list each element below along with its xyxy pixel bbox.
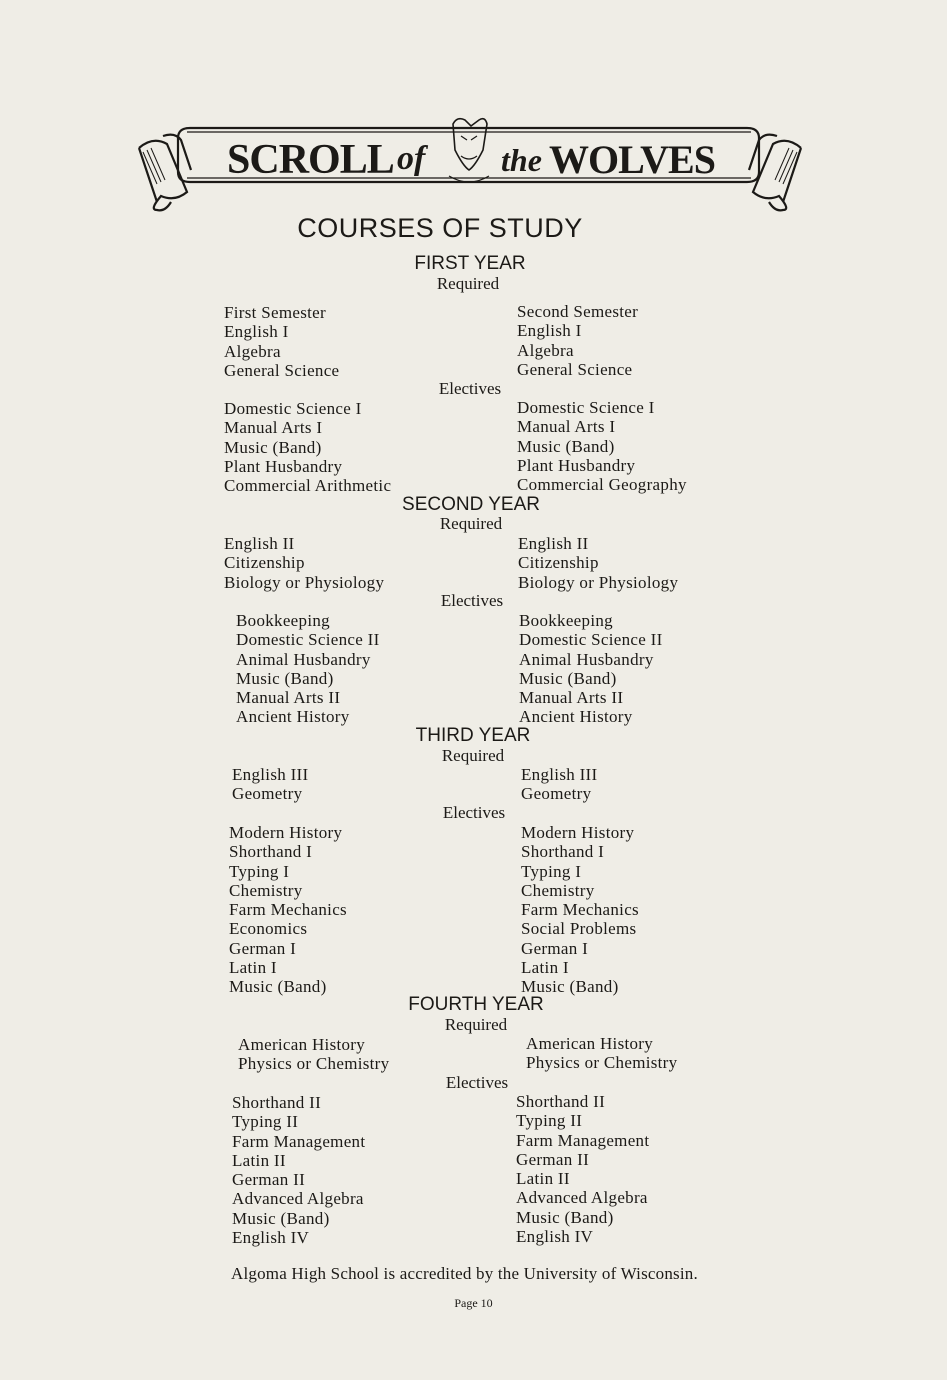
course-item: Ancient History xyxy=(236,707,350,727)
course-item: Typing I xyxy=(229,861,290,881)
page-number: Page 10 xyxy=(454,1296,493,1310)
third-year-required-label: Required xyxy=(441,746,505,765)
course-item: English IV xyxy=(232,1228,310,1248)
first-year-electives-left xyxy=(224,399,391,495)
course-item: Geometry xyxy=(521,784,592,804)
course-item: English II xyxy=(224,534,295,553)
third-year-electives-right xyxy=(521,823,639,997)
course-item: Plant Husbandry xyxy=(224,456,343,476)
scroll-banner xyxy=(135,110,805,215)
fourth-year-heading: FOURTH YEAR xyxy=(408,994,544,1015)
third-year-required-right xyxy=(521,765,597,804)
course-item: Modern History xyxy=(229,823,343,842)
second-year-required-left xyxy=(224,534,384,592)
course-item: Typing II xyxy=(232,1112,299,1132)
second-year-required-right xyxy=(518,534,678,592)
course-item: Advanced Algebra xyxy=(516,1188,648,1208)
course-item: Manual Arts I xyxy=(224,418,323,438)
course-item: Modern History xyxy=(521,823,635,842)
course-item: Social Problems xyxy=(521,919,637,939)
course-item: Commercial Geography xyxy=(517,475,687,495)
course-item: English I xyxy=(517,321,582,341)
course-item: General Science xyxy=(517,359,633,379)
course-item: Farm Mechanics xyxy=(229,900,347,920)
course-item: Typing I xyxy=(521,861,582,881)
course-item: Biology or Physiology xyxy=(224,572,385,592)
course-item: English III xyxy=(232,765,309,784)
course-item: General Science xyxy=(224,360,340,380)
course-item: Music (Band) xyxy=(516,1207,614,1227)
course-item: Domestic Science I xyxy=(517,398,655,417)
second-year-required-label: Required xyxy=(439,514,503,533)
course-item: Advanced Algebra xyxy=(232,1189,364,1209)
course-item: Shorthand II xyxy=(232,1093,322,1112)
course-item: Animal Husbandry xyxy=(236,649,371,669)
course-item: Geometry xyxy=(232,784,303,804)
course-item: Algebra xyxy=(224,341,281,361)
course-item: Music (Band) xyxy=(519,668,617,688)
course-item: Music (Band) xyxy=(232,1208,330,1228)
course-item: Physics or Chemistry xyxy=(526,1053,678,1073)
course-item: Music (Band) xyxy=(229,977,327,997)
course-item: Farm Management xyxy=(516,1130,650,1150)
course-item: Latin II xyxy=(516,1169,570,1189)
course-item: Citizenship xyxy=(224,553,305,573)
fourth-year-required-right xyxy=(526,1034,677,1073)
course-item: English II xyxy=(518,534,589,553)
course-item: Shorthand I xyxy=(229,842,313,862)
course-item: Manual Arts I xyxy=(517,417,616,437)
fourth-year-electives-label: Electives xyxy=(445,1073,509,1092)
banner-title-scroll: SCROLL xyxy=(227,137,394,183)
first-year-required-right xyxy=(517,302,638,379)
course-item: Farm Management xyxy=(232,1131,366,1151)
first-year-required-label: Required xyxy=(436,274,500,293)
course-item: German II xyxy=(516,1149,590,1169)
third-year-heading: THIRD YEAR xyxy=(415,725,531,746)
course-item: Music (Band) xyxy=(236,668,334,688)
course-item: American History xyxy=(526,1034,654,1053)
course-item: Bookkeeping xyxy=(236,611,330,630)
second-year-heading: SECOND YEAR xyxy=(402,494,540,515)
course-item: Bookkeeping xyxy=(519,611,613,630)
course-item: Algebra xyxy=(517,340,574,360)
banner-title-wolves: WOLVES xyxy=(549,137,715,182)
course-item: Commercial Arithmetic xyxy=(224,476,392,496)
course-item: English IV xyxy=(516,1227,594,1247)
course-item: American History xyxy=(238,1035,366,1054)
first-year-heading: FIRST YEAR xyxy=(414,253,526,274)
course-item: Economics xyxy=(229,919,308,939)
first-year-required-left xyxy=(224,303,339,380)
course-item: English I xyxy=(224,322,289,342)
course-item: First Semester xyxy=(224,303,326,322)
course-item: Citizenship xyxy=(518,553,599,573)
course-item: Shorthand II xyxy=(516,1092,606,1111)
course-item: Biology or Physiology xyxy=(518,572,679,592)
course-item: German I xyxy=(521,938,589,958)
course-item: German II xyxy=(232,1170,306,1190)
course-item: Latin II xyxy=(232,1150,286,1170)
course-item: Latin I xyxy=(229,958,277,978)
fourth-year-electives-left xyxy=(232,1093,365,1247)
course-item: Typing II xyxy=(516,1111,583,1131)
first-year-electives-right xyxy=(517,398,687,494)
course-item: English III xyxy=(521,765,598,784)
fourth-year-required-left xyxy=(238,1035,389,1074)
course-item: Chemistry xyxy=(521,880,595,900)
course-item: Chemistry xyxy=(229,880,303,900)
course-item: Physics or Chemistry xyxy=(238,1054,390,1074)
course-item: Manual Arts II xyxy=(236,688,341,708)
page-title: COURSES OF STUDY xyxy=(297,213,583,243)
third-year-required-left xyxy=(232,765,308,804)
banner-title-of: of xyxy=(397,140,426,177)
second-year-electives-label: Electives xyxy=(440,591,504,610)
course-item: Farm Mechanics xyxy=(521,900,639,920)
banner-title-the: the xyxy=(501,142,542,178)
course-item: Domestic Science II xyxy=(236,630,380,650)
course-item: Music (Band) xyxy=(521,977,619,997)
course-item: Music (Band) xyxy=(224,437,322,457)
course-item: Domestic Science II xyxy=(519,630,663,650)
fourth-year-required-label: Required xyxy=(444,1015,508,1034)
second-year-electives-right xyxy=(519,611,663,727)
course-item: Latin I xyxy=(521,958,569,978)
first-year-electives-label: Electives xyxy=(438,379,502,398)
course-item: Shorthand I xyxy=(521,842,605,862)
third-year-electives-left xyxy=(229,823,347,997)
course-item: Music (Band) xyxy=(517,436,615,456)
course-item: Second Semester xyxy=(517,302,639,321)
course-item: Domestic Science I xyxy=(224,399,362,418)
course-item: German I xyxy=(229,938,297,958)
course-item: Animal Husbandry xyxy=(519,649,654,669)
course-item: Ancient History xyxy=(519,707,633,727)
second-year-electives-left xyxy=(236,611,380,727)
third-year-electives-label: Electives xyxy=(442,803,506,822)
course-item: Manual Arts II xyxy=(519,688,624,708)
accreditation-note: Algoma High School is accredited by the University of Wisconsin. xyxy=(231,1264,698,1283)
fourth-year-electives-right xyxy=(516,1092,649,1246)
course-item: Plant Husbandry xyxy=(517,455,636,475)
